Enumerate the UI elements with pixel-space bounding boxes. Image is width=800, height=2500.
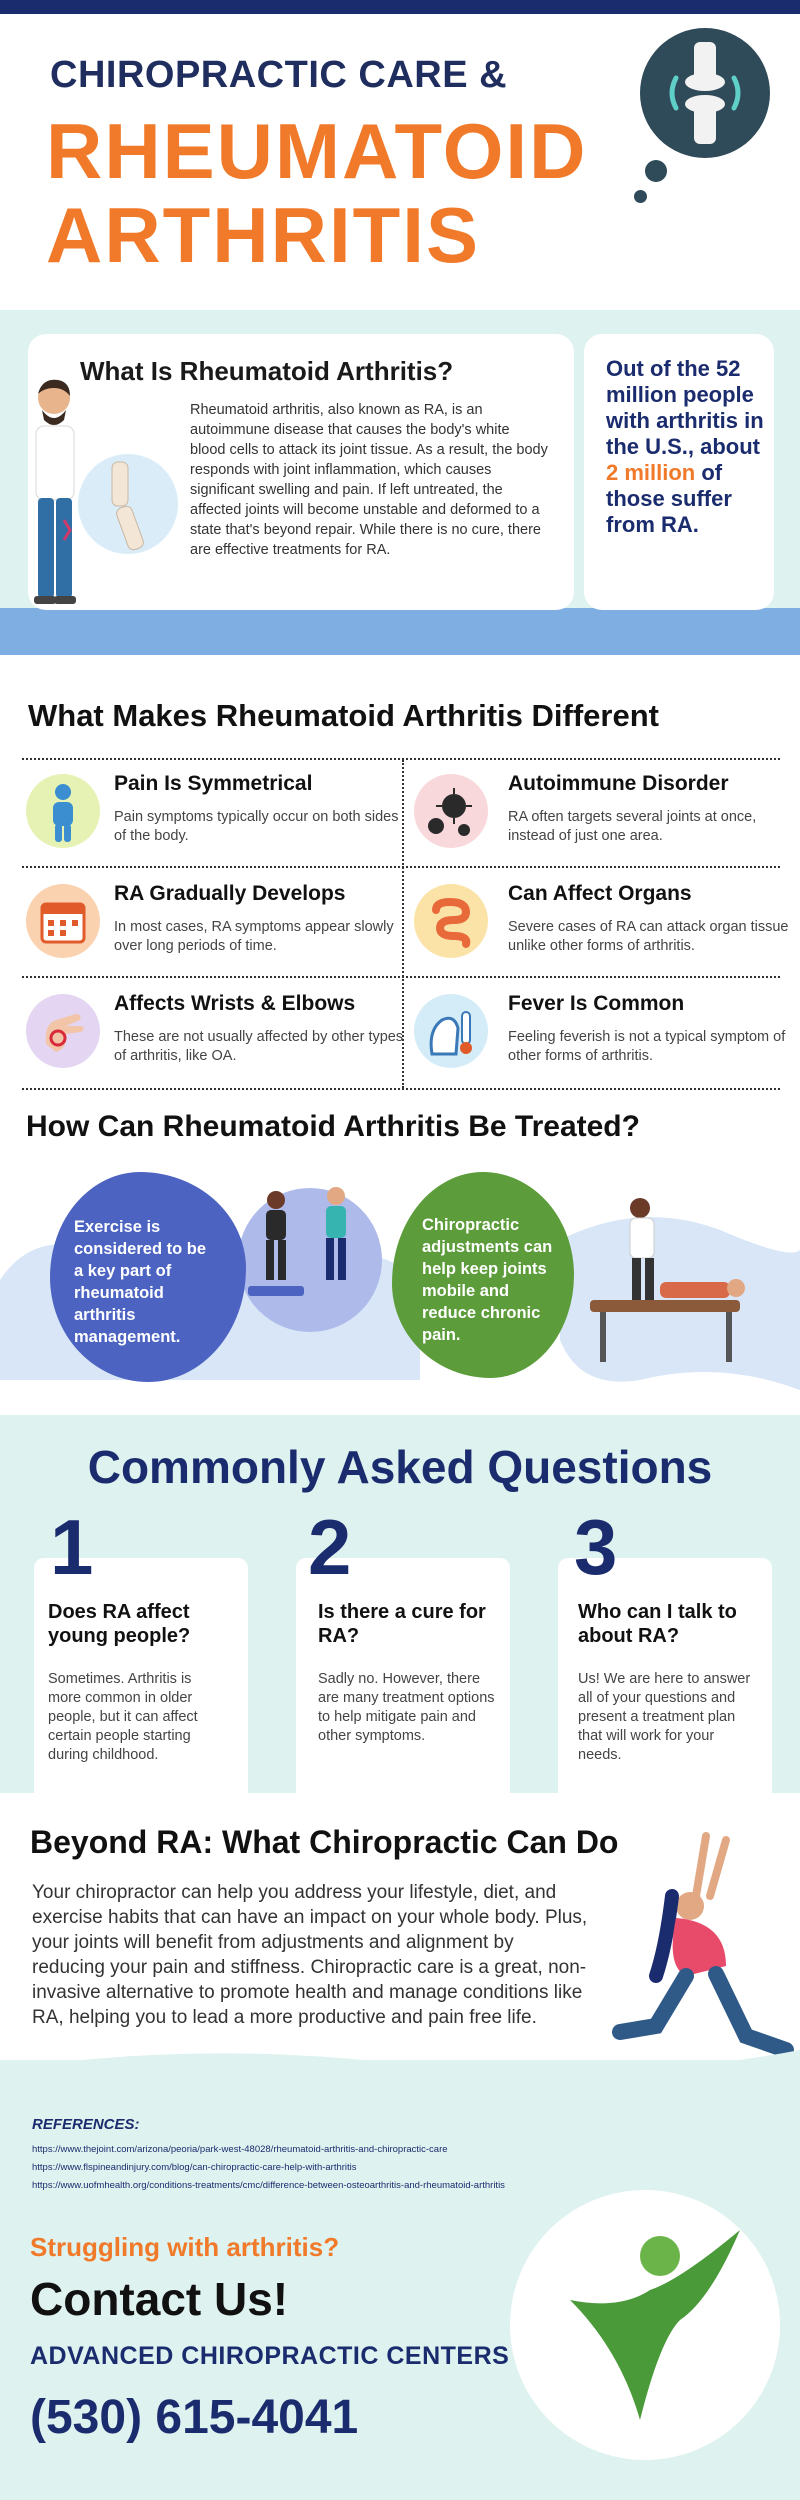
- feature-body: RA often targets several joints at once, instead of just one area.: [508, 809, 757, 844]
- feature-title: Affects Wrists & Elbows: [114, 992, 356, 1015]
- header-title-line1: RHEUMATOID: [46, 107, 588, 195]
- feature-body: Pain symptoms typically occur on both sides of the body.: [114, 809, 399, 844]
- knee-joint-icon: [640, 28, 770, 158]
- feature-body: In most cases, RA symptoms appear slowly over long periods of time.: [114, 919, 394, 954]
- intestine-icon: [414, 884, 488, 958]
- what-is-body: Rheumatoid arthritis, also known as RA, is an autoimmune disease that causes the body's white blood cells to attack its joint tissue. As a result, the body responds with joint inflammation, which causes significant swelling and pain. If left untreated, the affected joints will become unstable and deformed to a state that's beyond repair. While there is no cure, there are effective treatments for RA.: [190, 402, 548, 558]
- top-bar: [0, 0, 800, 14]
- person-icon: [26, 774, 100, 848]
- divider: [22, 1088, 780, 1090]
- feature-body: These are not usually affected by other types of arthritis, like OA.: [114, 1029, 404, 1064]
- faq-number: 1: [50, 1503, 94, 1591]
- virus-icon: [414, 774, 488, 848]
- calendar-icon: [26, 884, 100, 958]
- thought-bubble-small: [634, 190, 647, 203]
- feature-title: Can Affect Organs: [508, 882, 692, 905]
- exercise-text: Exercise is considered to be a key part of rheumatoid arthritis management.: [74, 1218, 207, 1346]
- reference-link[interactable]: https://www.flspineandinjury.com/blog/can-chiropractic-care-help-with-arthritis: [32, 2162, 357, 2173]
- reference-link[interactable]: https://www.thejoint.com/arizona/peoria/park-west-48028/rheumatoid-arthritis-and-chiropractic-care: [32, 2144, 448, 2155]
- feature-title: RA Gradually Develops: [114, 882, 346, 905]
- faq-answer: Sadly no. However, there are many treatment options to help mitigate pain and other symptoms.: [318, 1671, 495, 1744]
- faq-number: 2: [308, 1503, 352, 1591]
- faq-question: Is there a cure for RA?: [318, 1601, 486, 1647]
- divider: [22, 866, 780, 868]
- thermometer-icon: [414, 994, 488, 1068]
- hand-pain-icon: [26, 994, 100, 1068]
- faq-question: Does RA affect young people?: [48, 1601, 191, 1647]
- phone-number[interactable]: (530) 615-4041: [30, 2391, 359, 2444]
- feature-body: Severe cases of RA can attack organ tissue unlike other forms of arthritis.: [508, 919, 789, 954]
- logo-circle: [510, 2190, 780, 2460]
- divider: [22, 976, 780, 978]
- faq-answer: Sometimes. Arthritis is more common in older people, but it can affect certain people starting during childhood.: [48, 1671, 198, 1763]
- treated-title: How Can Rheumatoid Arthritis Be Treated?: [26, 1110, 640, 1143]
- feature-title: Autoimmune Disorder: [508, 772, 729, 795]
- header-title-line2: ARTHRITIS: [46, 191, 480, 279]
- beyond-body: Your chiropractor can help you address your lifestyle, diet, and exercise habits that can have an impact on your whole body. Plus, your joints will benefit from adjustments and alignment by reducing your pain and stiffness. Chiropractic care is a great, non-invasive alternative to promote health and manage conditions like RA, helping you to lead a more productive and pain free life.: [32, 1882, 588, 2028]
- feature-title: Fever Is Common: [508, 992, 685, 1015]
- feature-title: Pain Is Symmetrical: [114, 772, 313, 795]
- references-title: REFERENCES:: [32, 2116, 140, 2133]
- company-name: ADVANCED CHIROPRACTIC CENTERS: [30, 2342, 510, 2370]
- contact-heading: Contact Us!: [30, 2273, 289, 2325]
- faq-number: 3: [574, 1503, 618, 1591]
- man-with-knee-illustration: [24, 370, 184, 620]
- divider: [22, 758, 780, 760]
- faq-title: Commonly Asked Questions: [87, 1441, 713, 1493]
- faq-answer: Us! We are here to answer all of your questions and present a treatment plan that will work for your needs.: [578, 1671, 751, 1763]
- feature-body: Feeling feverish is not a typical symptom of other forms of arthritis.: [508, 1029, 786, 1064]
- header-subtitle: CHIROPRACTIC CARE &: [50, 54, 508, 96]
- contact-tagline: Struggling with arthritis?: [30, 2232, 340, 2262]
- stat-highlight: 2 million: [606, 460, 696, 485]
- figure-logo-icon: [510, 2190, 780, 2460]
- thought-bubble: [645, 160, 667, 182]
- different-title: What Makes Rheumatoid Arthritis Different: [28, 698, 659, 733]
- chiro-text: Chiropractic adjustments can help keep joints mobile and reduce chronic pain.: [422, 1216, 553, 1344]
- beyond-title: Beyond RA: What Chiropractic Can Do: [30, 1824, 619, 1860]
- what-is-title: What Is Rheumatoid Arthritis?: [80, 356, 454, 386]
- faq-question: Who can I talk to about RA?: [578, 1601, 737, 1647]
- reference-link[interactable]: https://www.uofmhealth.org/conditions-treatments/cmc/difference-between-osteoarthritis-and-rheumatoid-arthritis: [32, 2180, 505, 2191]
- stat-text: Out of the 52 million people with arthritis in the U.S., about 2 million of those suffer from RA.: [606, 356, 764, 537]
